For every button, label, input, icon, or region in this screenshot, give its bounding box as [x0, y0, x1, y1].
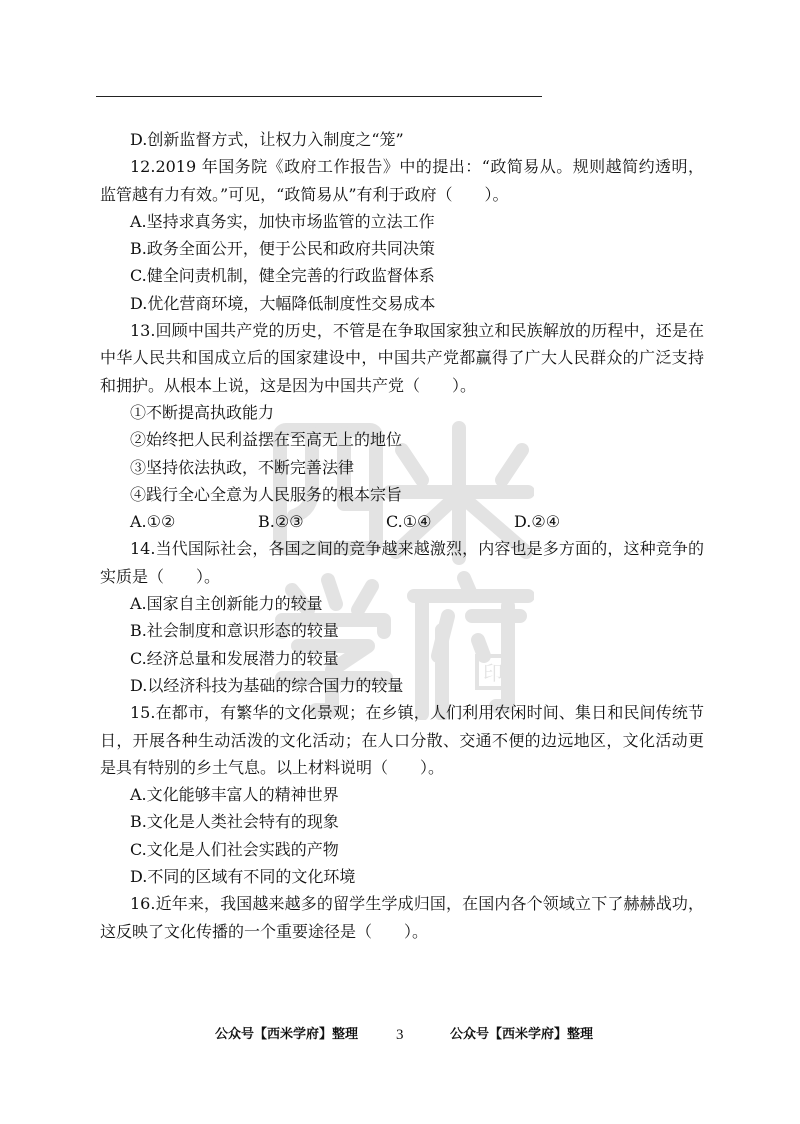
watermark-seal: 印 — [483, 661, 503, 685]
q13-choice-b: B.②③ — [258, 512, 304, 532]
q14-option-b: B.社会制度和意识形态的较量 — [130, 621, 339, 641]
header-rule — [96, 96, 542, 97]
q13-choice-c: C.①④ — [386, 512, 432, 532]
q13-stem: 13.回顾中国共产党的历史，不管是在争取国家独立和民族解放的历程中，还是在中华人民共和国成立后的国家建设中，中国共产党都赢得了广大人民群众的广泛支持和拥护。从根本上说，这是因为中国共产党（ ）。 — [100, 321, 704, 395]
q15-option-c: C.文化是人们社会实践的产物 — [130, 839, 339, 859]
q16-stem: 16.近年来，我国越来越多的留学生学成归国，在国内各个领域立下了赫赫战功，这反映了文化传播的一个重要途径是（ ）。 — [100, 894, 704, 941]
q14-option-d: D.以经济科技为基础的综合国力的较量 — [130, 675, 404, 695]
q13-choice-d: D.②④ — [514, 512, 561, 532]
q13-item-3: ③坚持依法执政，不断完善法律 — [130, 457, 355, 477]
exam-content — [100, 126, 704, 945]
q12-option-d: D.优化营商环境，大幅降低制度性交易成本 — [130, 293, 436, 313]
q14-option-a: A.国家自主创新能力的较量 — [130, 594, 323, 614]
q14-option-c: C.经济总量和发展潜力的较量 — [130, 648, 339, 668]
q15-option-a: A.文化能够丰富人的精神世界 — [130, 785, 339, 805]
q11-option-d: D.创新监督方式，让权力入制度之“笼” — [130, 130, 404, 149]
q12-stem: 12.2019 年国务院《政府工作报告》中的提出：“政简易从。规则越简约透明，监管越有力有效。”可见，“政简易从”有利于政府（ ）。 — [100, 157, 704, 204]
footer-right-credit: 公众号【西米学府】整理 — [450, 1027, 594, 1042]
q13-item-4: ④践行全心全意为人民服务的根本宗旨 — [130, 484, 403, 504]
q14-stem: 14.当代国际社会，各国之间的竞争越来越激烈，内容也是多方面的，这种竞争的实质是（ ）。 — [100, 539, 704, 586]
q15-option-d: D.不同的区域有不同的文化环境 — [130, 867, 356, 887]
q13-choices — [100, 508, 704, 535]
q15-stem: 15.在都市，有繁华的文化景观；在乡镇，人们利用农闲时间、集日和民间传统节日，开展各种生动活泼的文化活动；在人口分散、交通不便的边远地区，文化活动更是具有特别的乡土气息。以上材料说明（ ）。 — [100, 703, 704, 777]
q15-option-b: B.文化是人类社会特有的现象 — [130, 812, 339, 832]
q13-choice-a: A.①② — [130, 512, 176, 532]
q13-item-2: ②始终把人民利益摆在至高无上的地位 — [130, 430, 403, 450]
q13-item-1: ①不断提高执政能力 — [130, 402, 275, 422]
footer-left-credit: 公众号【西米学府】整理 — [215, 1027, 359, 1042]
page-number: 3 — [396, 1027, 404, 1043]
q12-option-a: A.坚持求真务实，加快市场监管的立法工作 — [130, 211, 435, 231]
q12-option-c: C.健全问责机制，健全完善的行政监督体系 — [130, 266, 435, 286]
q12-option-b: B.政务全面公开，便于公民和政府共同决策 — [130, 239, 435, 259]
